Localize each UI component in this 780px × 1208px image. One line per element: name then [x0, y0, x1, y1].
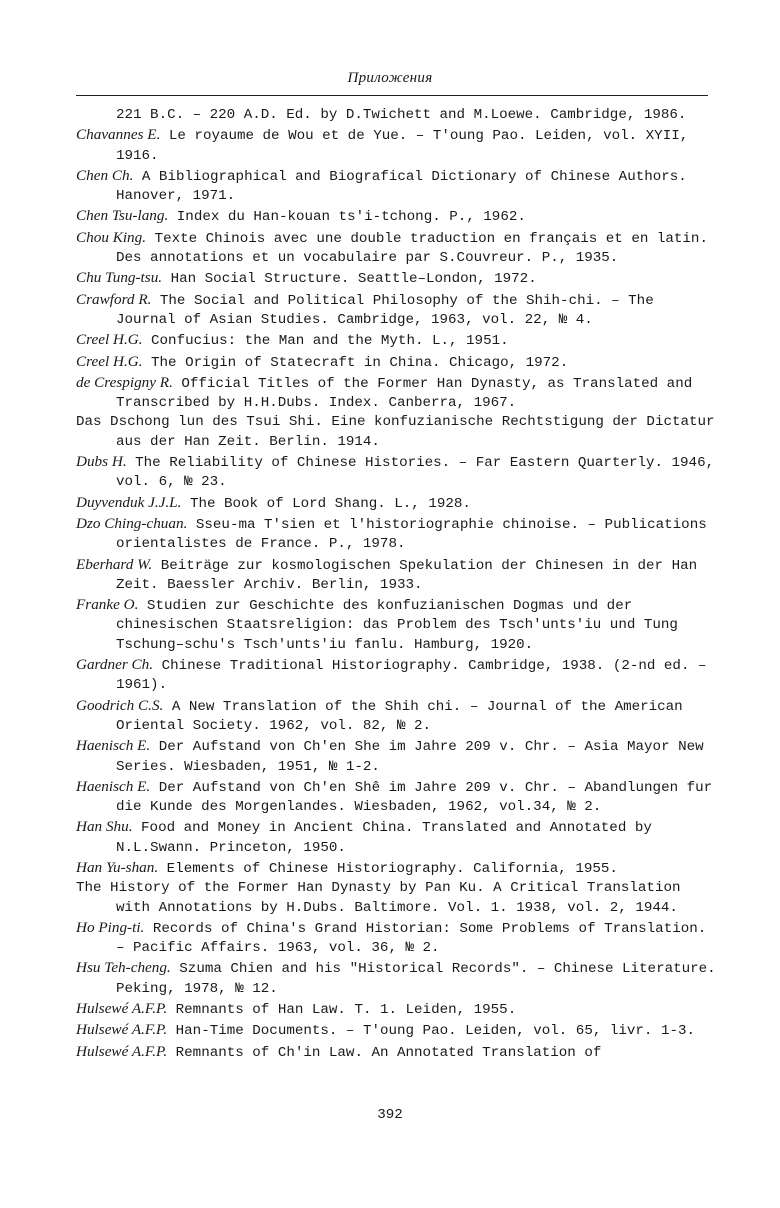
- entry-author: Hsu Teh-cheng.: [76, 959, 171, 977]
- entry-author: Hulsewé A.F.P.: [76, 1000, 168, 1018]
- entry-text: Chinese Traditional Historiography. Cambridge, 1938. (2-nd ed. – 1961).: [116, 658, 707, 694]
- entry-text: The History of the Former Han Dynasty by Pan Ku. A Critical Translation with Annotations by H.Dubs. Baltimore. Vol. 1. 1938, vol. 2, 1944.: [76, 880, 681, 916]
- entry-author: Creel H.G.: [76, 352, 143, 370]
- entry-author: Han Shu.: [76, 818, 133, 836]
- bibliography-entry: [76, 413, 716, 452]
- bibliography-entry: [76, 206, 716, 227]
- bibliography-entry: [76, 736, 716, 777]
- entry-author: Hulsewé A.F.P.: [76, 1021, 168, 1039]
- entry-author: Chou King.: [76, 228, 147, 246]
- entry-author: Chavannes E.: [76, 126, 161, 144]
- bibliography-entry: [76, 918, 716, 959]
- entry-text: Das Dschong lun des Tsui Shi. Eine konfuzianische Rechtstigung der Dictatur aus der Han Zeit. Berlin. 1914.: [76, 414, 715, 450]
- entry-text: Der Aufstand von Ch'en She im Jahre 209 v. Chr. – Asia Mayor New Series. Wiesbaden, 1951, № 1-2.: [116, 739, 704, 775]
- entry-text: Han-Time Documents. – T'oung Pao. Leiden, vol. 65, livr. 1-3.: [167, 1023, 696, 1040]
- entry-text: Han Social Structure. Seattle–London, 1972.: [162, 271, 537, 288]
- bibliography-entry: [76, 228, 716, 269]
- entry-author: Eberhard W.: [76, 555, 153, 573]
- entry-text: A Bibliographical and Biografical Dictionary of Chinese Authors. Hanover, 1971.: [116, 168, 687, 205]
- entry-author: Duyvenduk J.J.L.: [76, 493, 182, 511]
- bibliography-entry: [76, 595, 716, 655]
- entry-author: Franke O.: [76, 596, 139, 614]
- bibliography-entry: [76, 352, 716, 373]
- bibliography-entry: [76, 858, 716, 879]
- entry-author: Han Yu-shan.: [76, 858, 159, 876]
- bibliography-entry: [76, 493, 716, 514]
- bibliography-entry: [76, 999, 716, 1020]
- entry-text: The Origin of Statecraft in China. Chicago, 1972.: [142, 354, 569, 371]
- bibliography-entry: [76, 106, 716, 125]
- entry-author: Dzo Ching-chuan.: [76, 514, 188, 532]
- entry-text: Remnants of Ch'in Law. An Annotated Translation of: [167, 1044, 602, 1061]
- entry-text: The Book of Lord Shang. L., 1928.: [181, 495, 471, 512]
- bibliography-entry: [76, 166, 716, 207]
- entry-author: Haenisch E.: [76, 777, 151, 795]
- page-number: 392: [377, 1107, 403, 1123]
- entry-author: Chu Tung-tsu.: [76, 269, 163, 287]
- entry-text: Elements of Chinese Historiography. California, 1955.: [158, 860, 618, 877]
- bibliography-entry: [76, 452, 716, 493]
- bibliography-entry: [76, 373, 716, 414]
- entry-text: The Social and Political Philosophy of the Shih-chi. – The Journal of Asian Studies. Cambridge, 1963, vol. 22, № 4.: [116, 292, 654, 328]
- entry-text: Szuma Chien and his "Historical Records". – Chinese Literature. Peking, 1978, № 12.: [116, 961, 716, 997]
- bibliography-entry: [76, 655, 716, 696]
- entry-text: Food and Money in Ancient China. Translated and Annotated by N.L.Swann. Princeton, 1950.: [116, 820, 652, 856]
- entry-text: Beiträge zur kosmologischen Spekulation der Chinesen in der Han Zeit. Baessler Archiv. Berlin, 1933.: [116, 557, 698, 593]
- entry-text: Remnants of Han Law. T. 1. Leiden, 1955.: [167, 1002, 517, 1019]
- entry-text: Confucius: the Man and the Myth. L., 1951.: [142, 333, 509, 350]
- bibliography-entry: [76, 514, 716, 555]
- entry-text: Sseu-ma T'sien et l'historiographie chinoise. – Publications orientalistes de France. P., 1978.: [116, 516, 707, 553]
- bibliography-entry: [76, 817, 716, 858]
- entry-text: Index du Han-kouan ts'i-tchong. P., 1962.: [168, 209, 526, 226]
- entry-text: Studien zur Geschichte des konfuzianischen Dogmas und der chinesischen Staatsreligion: das Problem des Tsch'unts'iu und Tung Tschung–schu's Tsch'unts'iu fanlu. Hamburg, 1920.: [116, 598, 678, 653]
- entry-text: Le royaume de Wou et de Yue. – T'oung Pao. Leiden, vol. XYII, 1916.: [116, 128, 689, 164]
- entry-text: Official Titles of the Former Han Dynasty, as Translated and Transcribed by H.H.Dubs. Index. Canberra, 1967.: [116, 375, 693, 412]
- entry-text: A New Translation of the Shih chi. – Journal of the American Oriental Society. 1962, vol. 82, № 2.: [116, 698, 683, 734]
- bibliography-entry: [76, 330, 716, 351]
- bibliography-entry: [76, 555, 716, 596]
- bibliography-entry: [76, 696, 716, 737]
- bibliography-entry: [76, 879, 716, 918]
- running-header: Приложения: [347, 70, 433, 86]
- bibliography-entry: [76, 777, 716, 818]
- header-rule: [76, 95, 708, 96]
- bibliography-entry: [76, 125, 716, 166]
- entry-author: Chen Tsu-lang.: [76, 207, 169, 225]
- bibliography-entry: [76, 268, 716, 289]
- entry-author: de Crespigny R.: [76, 373, 173, 391]
- entry-author: Crawford R.: [76, 290, 152, 308]
- entry-author: Chen Ch.: [76, 166, 134, 184]
- entry-author: Gardner Ch.: [76, 656, 154, 674]
- entry-text: Texte Chinois avec une double traduction en français et en latin. Des annotations et un vocabulaire par S.Couvreur. P., 1935.: [116, 230, 708, 267]
- entry-author: Creel H.G.: [76, 331, 143, 349]
- entry-author: Haenisch E.: [76, 737, 151, 755]
- bibliography-list: [76, 106, 716, 1063]
- entry-author: Hulsewé A.F.P.: [76, 1042, 168, 1060]
- entry-author: Dubs H.: [76, 453, 127, 471]
- bibliography-entry: [76, 1020, 716, 1041]
- bibliography-entry: [76, 1042, 716, 1063]
- entry-author: Goodrich C.S.: [76, 696, 164, 714]
- entry-text: The Reliability of Chinese Histories. – Far Eastern Quarterly. 1946, vol. 6, № 23.: [116, 455, 715, 491]
- bibliography-entry: [76, 290, 716, 331]
- entry-author: Ho Ping-ti.: [76, 918, 145, 936]
- entry-text: 221 B.C. – 220 A.D. Ed. by D.Twichett and M.Loewe. Cambridge, 1986.: [116, 107, 687, 123]
- entry-text: Der Aufstand von Ch'en Shê im Jahre 209 v. Chr. – Abandlungen fur die Kunde des Morgenlandes. Wiesbaden, 1962, vol.34, № 2.: [116, 779, 713, 816]
- entry-text: Records of China's Grand Historian: Some Problems of Translation. – Pacific Affairs. 1963, vol. 36, № 2.: [116, 920, 707, 957]
- bibliography-entry: [76, 958, 716, 999]
